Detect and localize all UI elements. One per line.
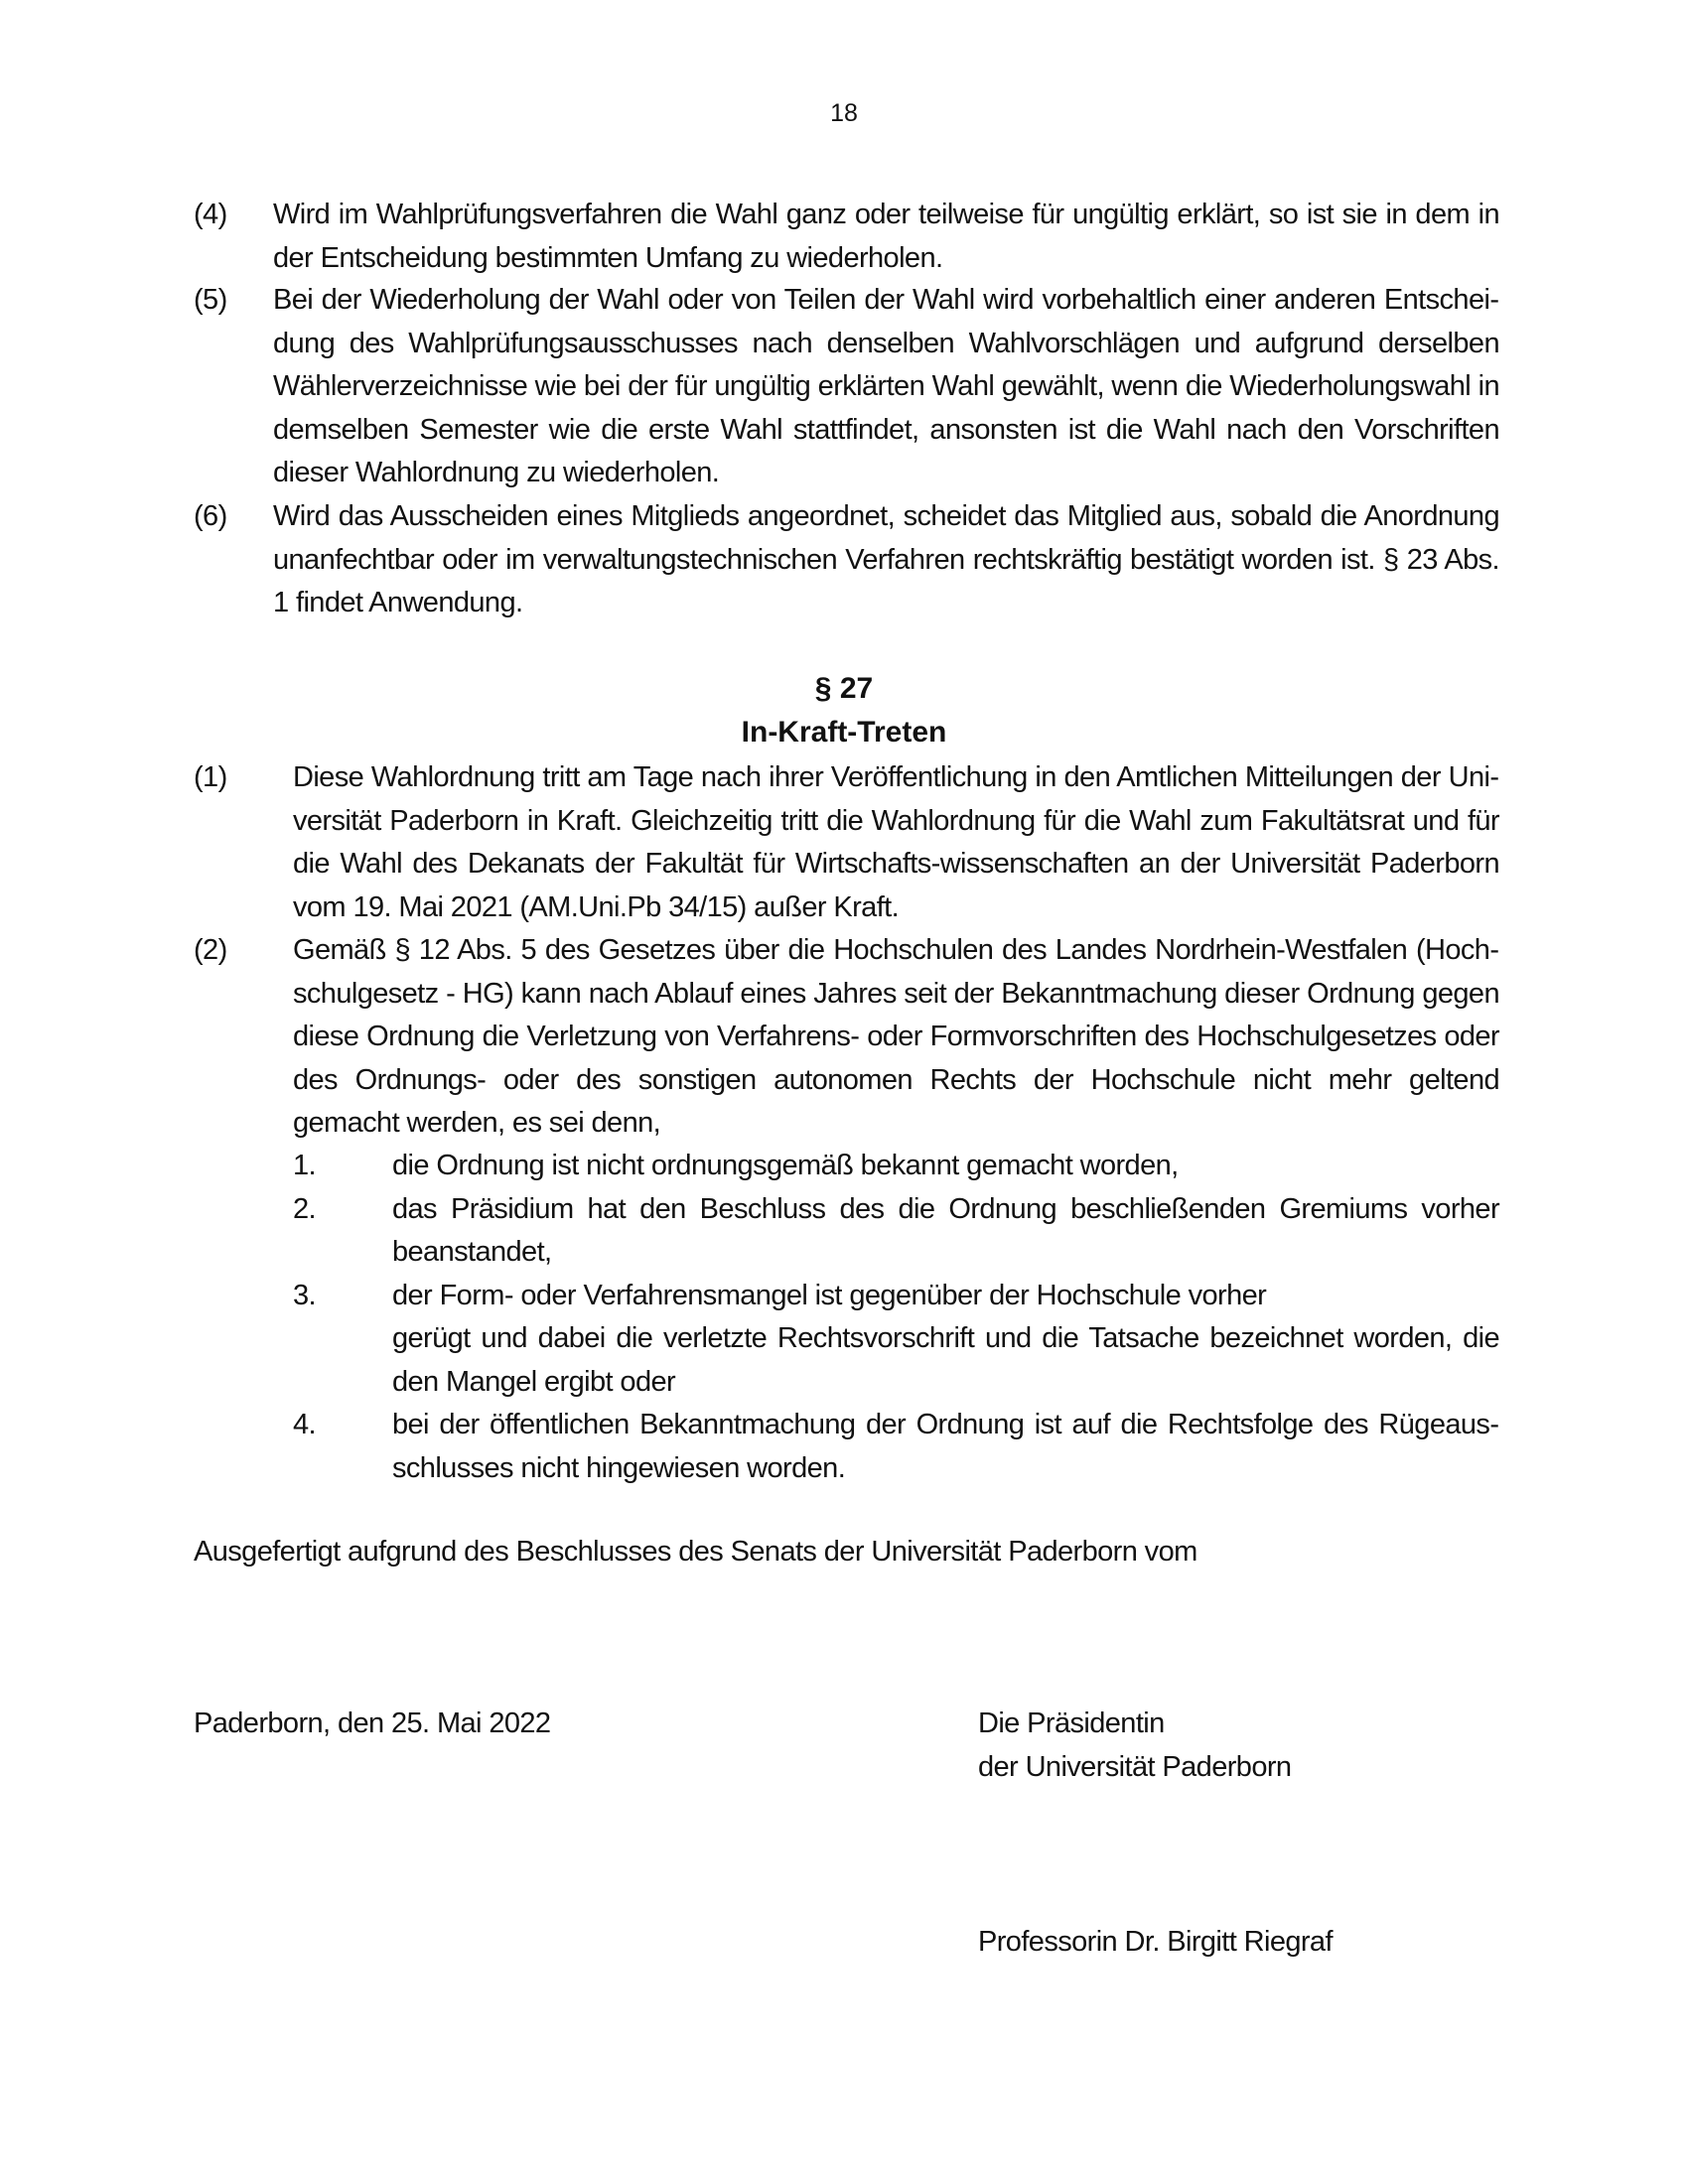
signer-title-1: Die Präsidentin [978,1707,1165,1739]
paragraph-text: Bei der Wiederholung der Wahl oder von Teilen der Wahl wird vorbehaltlich einer anderen Entscheidung des Wahlprüfungsausschusses nach denselben Wahlvorschlägen und aufgrund derselben Wählerverzeichnisse wie bei der für ungültig erklärten Wahl gewählt, wenn die Wiederholungswahl in demselben Semester wie die erste Wahl stattfindet, ansonsten ist die Wahl nach den Vorschriften dieser Wahlordnung zu wiederholen. [273,284,1499,488]
list-item [293,1145,1499,1188]
section-title: In-Kraft-Treten [741,716,947,749]
paragraph-text: Wird das Ausscheiden eines Mitglieds angeordnet, scheidet das Mitglied aus, sobald die Anordnung unanfechtbar oder im verwaltungstechnischen Verfahren rechtskräftig bestätigt worden ist. § 23 Abs. 1 findet Anwendung. [273,500,1499,618]
list-item-text: die Ordnung ist nicht ordnungsgemäß bekannt gemacht worden, [392,1150,1179,1181]
place-and-date: Paderborn, den 25. Mai 2022 [194,1707,551,1739]
list-item [293,1188,1499,1275]
paragraph-text: Gemäß § 12 Abs. 5 des Gesetzes über die Hochschulen des Landes Nordrhein-Westfalen (Hochschulgesetz - HG) kann nach Ablauf eines Jahres seit der Bekanntmachung dieser Ordnung gegen diese Ordnung die Verletzung von Verfahrens- oder Formvorschriften des Hochschulgesetzes oder des Ordnungs- oder des sonstigen autonomen Rechts der Hochschule nicht mehr geltend gemacht werden, es sei denn, [293,934,1499,1139]
paragraph-number: (4) [194,199,227,230]
list-item-number: 2. [293,1192,316,1225]
paragraph-number: (1) [194,761,227,793]
list-item-text-line1: der Form- oder Verfahrensmangel ist gegenüber der Hochschule vorher [392,1279,1267,1311]
list-item-number: 3. [293,1279,316,1311]
paragraph-number: (2) [194,934,227,966]
paragraph-number: (6) [194,500,227,532]
paragraph-5 [194,279,1499,495]
signer-title-2: der Universität Paderborn [978,1751,1292,1783]
list-item-text: bei der öffentlichen Bekanntmachung der Ordnung ist auf die Rechtsfolge des Rügeausschlusses nicht hingewiesen worden. [392,1409,1499,1484]
list-item [293,1404,1499,1490]
section-paragraph-2 [194,929,1499,1146]
list-item-number: 4. [293,1409,316,1440]
signer-name: Professorin Dr. Birgitt Riegraf [978,1926,1333,1958]
enactment-line: Ausgefertigt aufgrund des Beschlusses des Senats der Universität Paderborn vom [194,1536,1197,1568]
section-paragraph-1 [194,756,1499,929]
paragraph-6 [194,495,1499,625]
page-number: 18 [830,99,858,127]
paragraph-number: (5) [194,284,227,316]
paragraph-text: Wird im Wahlprüfungsverfahren die Wahl ganz oder teilweise für ungültig erklärt, so ist sie in dem in der Entscheidung bestimmten Umfang zu wiederholen. [273,199,1499,274]
list-item-text-rest: gerügt und dabei die verletzte Rechtsvorschrift und die Tatsache bezeichnet worden, die den Mangel ergibt oder [392,1322,1499,1398]
list-item-text: das Präsidium hat den Beschluss des die Ordnung beschließenden Gremiums vorher beanstandet, [392,1192,1499,1268]
exception-list [194,1145,1499,1490]
section-number: § 27 [814,672,874,705]
paragraph-4 [194,194,1499,280]
paragraph-text: Diese Wahlordnung tritt am Tage nach ihrer Veröffentlichung in den Amtlichen Mitteilungen der Universität Paderborn in Kraft. Gleichzeitig tritt die Wahlordnung für die Wahl zum Fakultätsrat und für die Wahl des Dekanats der Fakultät für Wirtschafts-wissenschaften an der Universität Paderborn vom 19. Mai 2021 (AM.Uni.Pb 34/15) außer Kraft. [293,761,1499,923]
list-item-number: 1. [293,1150,316,1181]
list-item [293,1275,1499,1405]
